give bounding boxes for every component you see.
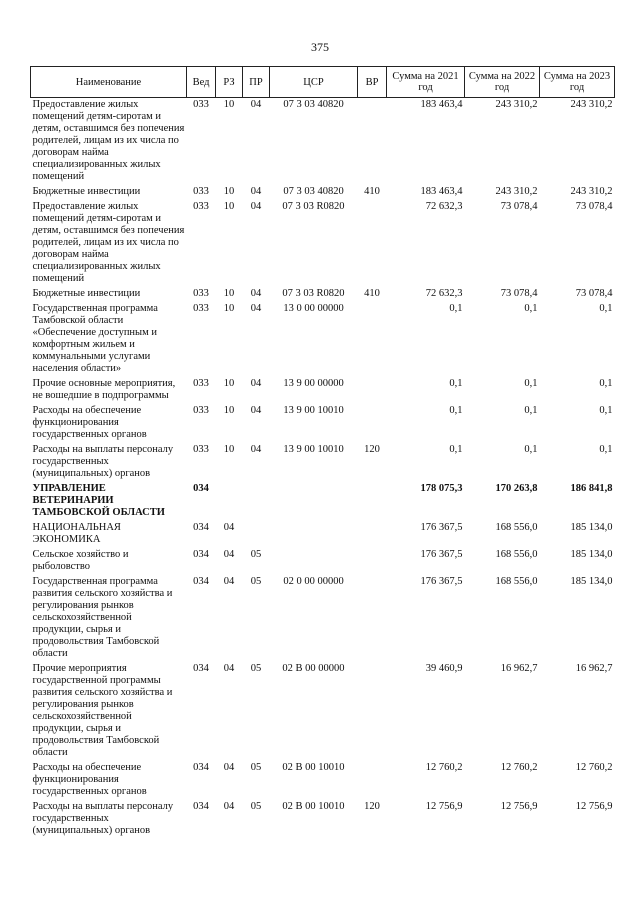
cell-csr: 07 3 03 R0820 bbox=[282, 201, 345, 212]
cell-pr: 04 bbox=[250, 288, 262, 299]
cell-sum-2022: 0,1 bbox=[524, 444, 538, 455]
cell-sum-2023: 185 134,0 bbox=[570, 549, 613, 560]
cell-rz bbox=[216, 482, 243, 521]
table-row bbox=[31, 443, 615, 482]
cell-csr: 02 0 00 00000 bbox=[283, 576, 344, 587]
cell-name: НАЦИОНАЛЬНАЯ ЭКОНОМИКА bbox=[32, 522, 121, 545]
table-row bbox=[31, 185, 615, 200]
cell-ved: 033 bbox=[193, 405, 209, 416]
cell-pr: 04 bbox=[250, 99, 262, 110]
cell-sum-2023: 243 310,2 bbox=[570, 186, 613, 197]
cell-csr: 02 В 00 10010 bbox=[282, 762, 345, 773]
cell-name: Государственная программа Тамбовской области «Обеспечение доступным и комфортным жильем и коммунальными услугами населения области» bbox=[32, 303, 158, 374]
cell-csr: 07 3 03 40820 bbox=[283, 186, 344, 197]
cell-pr: 04 bbox=[250, 378, 262, 389]
cell-sum-2023: 0,1 bbox=[599, 303, 613, 314]
cell-rz: 04 bbox=[223, 801, 235, 812]
header-rz: РЗ bbox=[216, 67, 243, 98]
cell-csr bbox=[270, 521, 358, 548]
cell-ved: 033 bbox=[193, 444, 209, 455]
cell-vr bbox=[358, 761, 387, 800]
cell-sum-2023: 12 756,9 bbox=[575, 801, 613, 812]
cell-rz: 10 bbox=[223, 99, 235, 110]
cell-ved: 034 bbox=[193, 801, 209, 812]
cell-name: Предоставление жилых помещений детям-сиротам и детям, оставшимся без попечения родителей, лицам из их числа по договорам найма специализированных жилых помещений bbox=[32, 201, 185, 284]
cell-rz: 10 bbox=[223, 186, 235, 197]
cell-name: Бюджетные инвестиции bbox=[32, 288, 141, 299]
header-ved: Вед bbox=[187, 67, 216, 98]
cell-pr bbox=[243, 482, 270, 521]
cell-sum-2021: 12 756,9 bbox=[425, 801, 463, 812]
table-row bbox=[31, 200, 615, 287]
cell-sum-2021: 0,1 bbox=[449, 303, 463, 314]
cell-csr bbox=[270, 482, 358, 521]
cell-name: Расходы на выплаты персоналу государственных (муниципальных) органов bbox=[32, 801, 174, 836]
cell-pr: 05 bbox=[250, 801, 262, 812]
cell-ved: 034 bbox=[193, 663, 209, 674]
cell-vr bbox=[358, 98, 387, 186]
cell-sum-2022: 0,1 bbox=[524, 405, 538, 416]
cell-rz: 10 bbox=[223, 405, 235, 416]
cell-sum-2022: 170 263,8 bbox=[495, 483, 538, 494]
header-csr: ЦСР bbox=[270, 67, 358, 98]
cell-name: Расходы на обеспечение функционирования государственных органов bbox=[32, 405, 147, 440]
cell-ved: 033 bbox=[193, 186, 209, 197]
header-name: Наименование bbox=[31, 67, 187, 98]
table-row bbox=[31, 800, 615, 839]
cell-sum-2021: 176 367,5 bbox=[420, 576, 463, 587]
table-row bbox=[31, 98, 615, 186]
cell-pr bbox=[243, 521, 270, 548]
cell-ved: 034 bbox=[193, 483, 209, 494]
header-sum-2023: Сумма на 2023 год bbox=[540, 67, 615, 98]
cell-ved: 033 bbox=[193, 288, 209, 299]
cell-sum-2023: 0,1 bbox=[599, 378, 613, 389]
cell-ved: 033 bbox=[193, 303, 209, 314]
cell-sum-2022: 12 760,2 bbox=[500, 762, 538, 773]
cell-vr bbox=[358, 377, 387, 404]
cell-csr: 02 В 00 00000 bbox=[282, 663, 345, 674]
cell-sum-2022: 73 078,4 bbox=[500, 288, 538, 299]
cell-pr: 04 bbox=[250, 303, 262, 314]
cell-vr: 120 bbox=[364, 801, 380, 812]
cell-csr: 07 3 03 40820 bbox=[283, 99, 344, 110]
table-header bbox=[31, 67, 615, 98]
cell-sum-2021: 176 367,5 bbox=[420, 522, 463, 533]
cell-pr: 04 bbox=[250, 201, 262, 212]
cell-sum-2023: 73 078,4 bbox=[575, 201, 613, 212]
cell-sum-2022: 168 556,0 bbox=[495, 576, 538, 587]
cell-name: Прочие основные мероприятия, не вошедшие в подпрограммы bbox=[32, 378, 176, 401]
cell-pr: 04 bbox=[250, 405, 262, 416]
cell-sum-2023: 16 962,7 bbox=[575, 663, 613, 674]
cell-csr: 13 0 00 00000 bbox=[283, 303, 344, 314]
cell-sum-2021: 12 760,2 bbox=[425, 762, 463, 773]
cell-csr: 13 9 00 10010 bbox=[283, 405, 344, 416]
cell-csr bbox=[270, 548, 358, 575]
cell-name: Расходы на обеспечение функционирования государственных органов bbox=[32, 762, 147, 797]
cell-csr: 13 9 00 10010 bbox=[283, 444, 344, 455]
header-pr: ПР bbox=[243, 67, 270, 98]
header-vr: ВР bbox=[358, 67, 387, 98]
cell-rz: 04 bbox=[223, 549, 235, 560]
table-row bbox=[31, 377, 615, 404]
table-row bbox=[31, 287, 615, 302]
cell-sum-2022: 0,1 bbox=[524, 378, 538, 389]
cell-ved: 033 bbox=[193, 99, 209, 110]
cell-csr: 13 9 00 00000 bbox=[283, 378, 344, 389]
cell-csr: 07 3 03 R0820 bbox=[282, 288, 345, 299]
cell-sum-2022: 168 556,0 bbox=[495, 522, 538, 533]
cell-pr: 05 bbox=[250, 549, 262, 560]
cell-sum-2021: 72 632,3 bbox=[425, 288, 463, 299]
cell-name: Расходы на выплаты персоналу государственных (муниципальных) органов bbox=[32, 444, 174, 479]
cell-sum-2023: 185 134,0 bbox=[570, 522, 613, 533]
cell-ved: 034 bbox=[193, 576, 209, 587]
cell-rz: 04 bbox=[223, 762, 235, 773]
page-number: 375 bbox=[311, 40, 329, 54]
cell-pr: 05 bbox=[250, 663, 262, 674]
cell-sum-2023: 185 134,0 bbox=[570, 576, 613, 587]
cell-name: Сельское хозяйство и рыболовство bbox=[32, 549, 129, 572]
cell-sum-2021: 183 463,4 bbox=[420, 186, 463, 197]
cell-sum-2023: 12 760,2 bbox=[575, 762, 613, 773]
cell-rz: 10 bbox=[223, 303, 235, 314]
cell-rz: 10 bbox=[223, 378, 235, 389]
cell-rz: 10 bbox=[223, 288, 235, 299]
cell-sum-2021: 183 463,4 bbox=[420, 99, 463, 110]
cell-pr: 04 bbox=[250, 186, 262, 197]
table-row bbox=[31, 404, 615, 443]
header-sum-2022: Сумма на 2022 год bbox=[465, 67, 540, 98]
cell-ved: 034 bbox=[193, 549, 209, 560]
cell-sum-2023: 186 841,8 bbox=[570, 483, 613, 494]
cell-vr: 410 bbox=[364, 186, 380, 197]
cell-name: Предоставление жилых помещений детям-сиротам и детям, оставшимся без попечения родителей, лицам из их числа по договорам найма специализированных жилых помещений bbox=[32, 99, 185, 182]
cell-pr: 04 bbox=[250, 444, 262, 455]
table-row bbox=[31, 302, 615, 377]
cell-rz: 10 bbox=[223, 444, 235, 455]
cell-vr bbox=[358, 548, 387, 575]
header-sum-2021: Сумма на 2021 год bbox=[387, 67, 465, 98]
cell-ved: 033 bbox=[193, 201, 209, 212]
cell-sum-2021: 178 075,3 bbox=[420, 483, 463, 494]
cell-vr bbox=[358, 302, 387, 377]
cell-sum-2022: 0,1 bbox=[524, 303, 538, 314]
cell-name: УПРАВЛЕНИЕ ВЕТЕРИНАРИИ ТАМБОВСКОЙ ОБЛАСТИ bbox=[32, 483, 165, 518]
table-row bbox=[31, 548, 615, 575]
cell-rz: 10 bbox=[223, 201, 235, 212]
cell-vr bbox=[358, 662, 387, 761]
cell-sum-2022: 73 078,4 bbox=[500, 201, 538, 212]
cell-vr bbox=[358, 575, 387, 662]
cell-sum-2023: 0,1 bbox=[599, 444, 613, 455]
cell-sum-2022: 16 962,7 bbox=[500, 663, 538, 674]
cell-sum-2023: 0,1 bbox=[599, 405, 613, 416]
cell-vr: 410 bbox=[364, 288, 380, 299]
table-row bbox=[31, 761, 615, 800]
cell-sum-2021: 39 460,9 bbox=[425, 663, 463, 674]
cell-csr: 02 В 00 10010 bbox=[282, 801, 345, 812]
cell-pr: 05 bbox=[250, 576, 262, 587]
table-body bbox=[31, 98, 615, 840]
cell-sum-2022: 168 556,0 bbox=[495, 549, 538, 560]
cell-sum-2023: 243 310,2 bbox=[570, 99, 613, 110]
cell-sum-2021: 176 367,5 bbox=[420, 549, 463, 560]
cell-rz: 04 bbox=[223, 522, 235, 533]
cell-sum-2022: 243 310,2 bbox=[495, 186, 538, 197]
budget-table bbox=[30, 66, 615, 839]
cell-name: Государственная программа развития сельского хозяйства и регулирования рынков сельскохозяйственной продукции, сырья и продовольствия Тамбовской области bbox=[32, 576, 173, 659]
cell-vr bbox=[358, 404, 387, 443]
cell-sum-2022: 12 756,9 bbox=[500, 801, 538, 812]
table-row bbox=[31, 662, 615, 761]
cell-ved: 034 bbox=[193, 522, 209, 533]
cell-ved: 034 bbox=[193, 762, 209, 773]
table-row bbox=[31, 575, 615, 662]
cell-name: Прочие мероприятия государственной программы развития сельского хозяйства и регулирования рынков сельскохозяйственной продукции, сырья и продовольствия Тамбовской области bbox=[32, 663, 173, 758]
cell-vr: 120 bbox=[364, 444, 380, 455]
cell-vr bbox=[358, 482, 387, 521]
cell-rz: 04 bbox=[223, 663, 235, 674]
cell-rz: 04 bbox=[223, 576, 235, 587]
cell-name: Бюджетные инвестиции bbox=[32, 186, 141, 197]
cell-sum-2021: 0,1 bbox=[449, 444, 463, 455]
table-row bbox=[31, 482, 615, 521]
cell-sum-2022: 243 310,2 bbox=[495, 99, 538, 110]
cell-sum-2021: 0,1 bbox=[449, 405, 463, 416]
cell-pr: 05 bbox=[250, 762, 262, 773]
table-row bbox=[31, 521, 615, 548]
cell-sum-2021: 0,1 bbox=[449, 378, 463, 389]
cell-ved: 033 bbox=[193, 378, 209, 389]
cell-vr bbox=[358, 521, 387, 548]
cell-sum-2023: 73 078,4 bbox=[575, 288, 613, 299]
cell-vr bbox=[358, 200, 387, 287]
cell-sum-2021: 72 632,3 bbox=[425, 201, 463, 212]
